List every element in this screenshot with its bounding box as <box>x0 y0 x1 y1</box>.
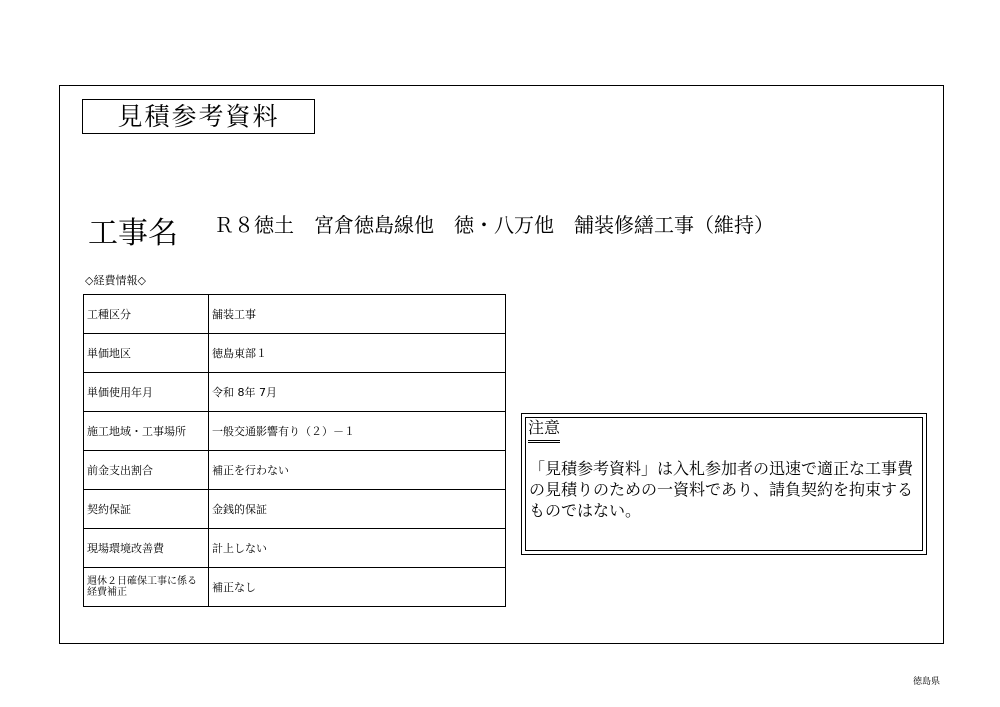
row-value: 令和 8年 7月 <box>209 373 506 412</box>
row-value: 徳島東部１ <box>209 334 506 373</box>
cost-info-heading: ◇経費情報◇ <box>85 274 146 287</box>
table-row <box>84 334 506 373</box>
row-value: 補正なし <box>209 568 506 607</box>
project-label: 工事名 <box>88 216 178 251</box>
row-label: 前金支出割合 <box>84 451 209 490</box>
issuer-footer: 徳島県 <box>912 677 940 687</box>
row-label: 単価使用年月 <box>84 373 209 412</box>
row-value: 補正を行わない <box>209 451 506 490</box>
row-value: 舗装工事 <box>209 295 506 334</box>
row-label: 契約保証 <box>84 490 209 529</box>
row-value: 金銭的保証 <box>209 490 506 529</box>
table-row <box>84 529 506 568</box>
row-label: 現場環境改善費 <box>84 529 209 568</box>
cost-info-table <box>83 294 506 607</box>
table-row <box>84 412 506 451</box>
notice-title: 注意 <box>528 417 560 443</box>
row-label: 単価地区 <box>84 334 209 373</box>
row-label: 工種区分 <box>84 295 209 334</box>
project-name: Ｒ８徳土 宮倉徳島線他 徳・八万他 舗装修繕工事（維持） <box>214 213 774 237</box>
row-value: 一般交通影響有り（２）－１ <box>209 412 506 451</box>
row-label: 週休２日確保工事に係る経費補正 <box>84 568 209 607</box>
table-row <box>84 490 506 529</box>
table-row <box>84 295 506 334</box>
document-title: 見積参考資料 <box>82 99 315 134</box>
table-row <box>84 373 506 412</box>
table-row <box>84 568 506 607</box>
row-value: 計上しない <box>209 529 506 568</box>
table-row <box>84 451 506 490</box>
row-label: 施工地域・工事場所 <box>84 412 209 451</box>
notice-text: 「見積参考資料」は入札参加者の迅速で適正な工事費の見積りのための一資料であり、請負契約を拘束するものではない。 <box>529 459 914 520</box>
